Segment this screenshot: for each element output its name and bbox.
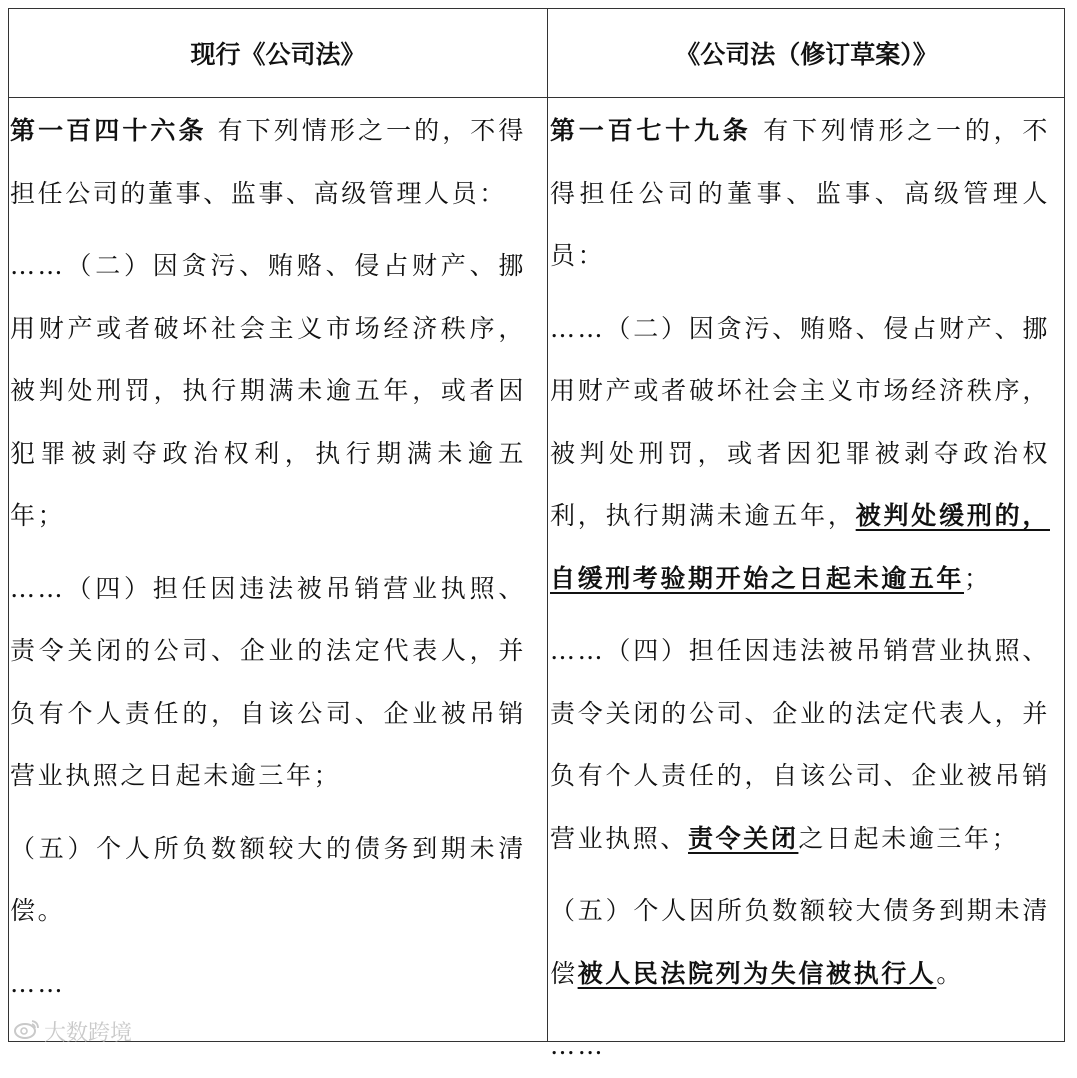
left-paragraph-5	[10, 953, 526, 1016]
clause-text: （五）个人所负数额较大的债务到期未清偿。	[10, 833, 526, 925]
right-paragraph-1	[550, 100, 1050, 288]
left-column-header: 现行《公司法》	[190, 40, 366, 69]
clause-text: ……（四）担任因违法被吊销营业执照、责令关闭的公司、企业的法定代表人，并负有个人责任的，自该公司、企业被吊销营业执照、	[550, 636, 1050, 853]
clause-text: ……（四）担任因违法被吊销营业执照、责令关闭的公司、企业的法定代表人，并负有个人责任的，自该公司、企业被吊销营业执照之日起未逾三年；	[10, 573, 526, 790]
article-number: 第一百七十九条	[550, 116, 752, 145]
left-paragraph-4	[10, 818, 526, 943]
right-column-header: 《公司法（修订草案）》	[675, 40, 938, 69]
clause-text: ……（二）因贪污、贿赂、侵占财产、挪用财产或者破坏社会主义市场经济秩序，被判处刑罚，或者因犯罪被剥夺政治权利，执行期满未逾五年，	[550, 313, 1050, 530]
clause-text: 。	[936, 958, 965, 988]
clause-text: 有下列情形之一的，不得担任公司的董事、监事、高级管理人员：	[10, 116, 526, 208]
article-number: 第一百四十六条	[10, 116, 207, 145]
right-paragraph-3	[550, 620, 1050, 870]
column-divider	[547, 9, 548, 1041]
left-paragraph-1	[10, 100, 526, 225]
watermark-text: 大数跨境	[44, 1021, 133, 1046]
amended-text: 被判处缓刑的，自缓刑考验期开始之日起未逾五年	[550, 501, 1050, 593]
left-paragraph-3	[10, 558, 526, 808]
header-divider	[9, 97, 1064, 98]
clause-text: ……	[550, 1031, 606, 1060]
watermark	[14, 1016, 132, 1047]
draft-amendment-column	[550, 100, 1050, 1078]
right-paragraph-2	[550, 298, 1050, 611]
clause-text: （五）个人因所负数额较大债务到期未清偿	[550, 896, 1050, 988]
clause-text: 有下列情形之一的，不得担任公司的董事、监事、高级管理人员：	[550, 116, 1050, 270]
clause-text: ……	[10, 968, 66, 998]
current-law-column	[10, 100, 526, 1015]
weibo-logo-icon	[14, 1019, 40, 1044]
clause-text: ……（二）因贪污、贿赂、侵占财产、挪用财产或者破坏社会主义市场经济秩序，被判处刑罚，执行期满未逾五年，或者因犯罪被剥夺政治权利，执行期满未逾五年；	[10, 251, 526, 530]
right-paragraph-4	[550, 880, 1050, 1005]
clause-text: 之日起未逾三年；	[798, 823, 1020, 853]
clause-text: ；	[964, 563, 992, 593]
amended-text: 责令关闭	[688, 823, 799, 853]
amended-text: 被人民法院列为失信被执行人	[577, 958, 937, 988]
left-paragraph-2	[10, 235, 526, 548]
right-paragraph-5	[550, 1015, 1050, 1078]
